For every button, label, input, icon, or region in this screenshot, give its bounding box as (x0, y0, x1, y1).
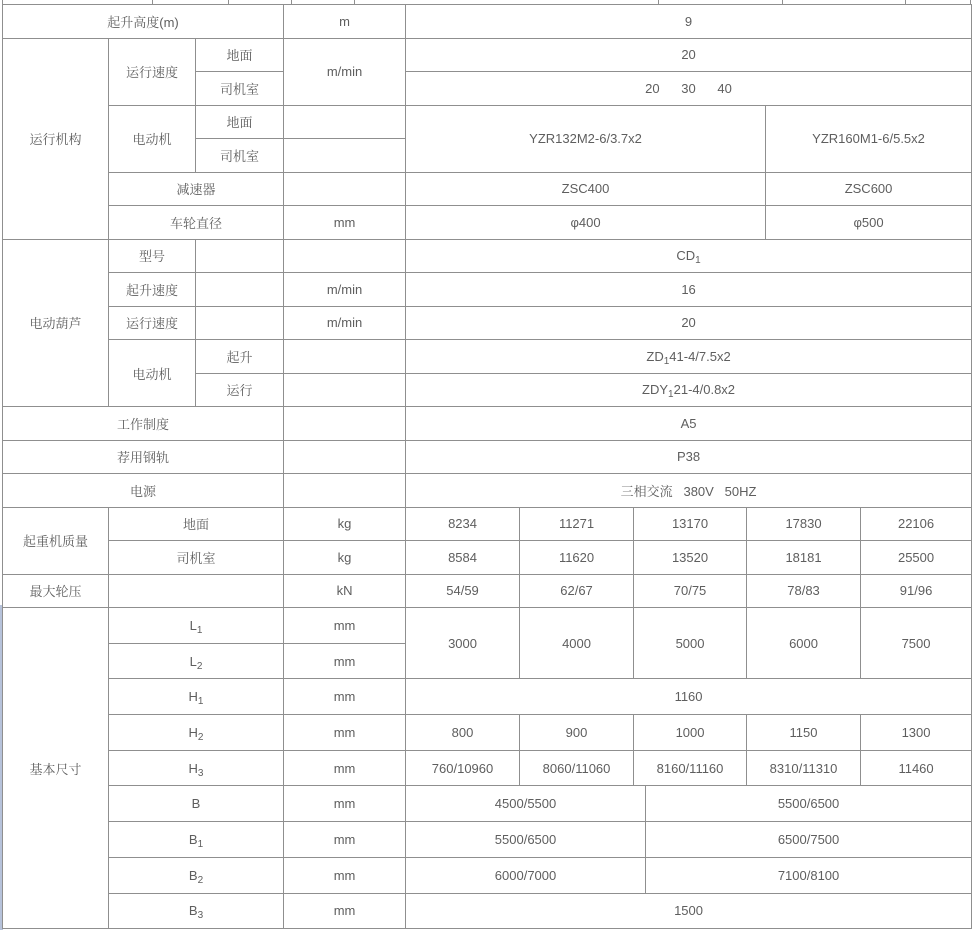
table-row (3, 273, 972, 307)
table-row (3, 306, 972, 340)
table-row (3, 608, 972, 644)
empty-cell (284, 440, 406, 474)
dimension-H3-value: 8160/11160 (634, 750, 747, 786)
wheel-diameter-value-right: φ500 (766, 206, 972, 240)
empty-cell (284, 172, 406, 206)
dimension-unit: mm (284, 679, 406, 715)
dimension-L2-label (109, 643, 284, 679)
hoist-motor-lift-value-subscript: 1 (663, 355, 670, 367)
dimension-H2-value: 800 (406, 715, 520, 751)
dimension-label-base: L (189, 617, 197, 633)
crane-mass-cab-value: 25500 (861, 541, 972, 575)
table-row (3, 857, 972, 893)
dimension-label-subscript: 3 (197, 767, 204, 779)
wheel-diameter-value-left: φ400 (406, 206, 766, 240)
max-wheel-load-value: 78/83 (747, 574, 861, 608)
hoisting-height-unit: m (284, 5, 406, 39)
crane-mass-ground-unit: kg (284, 507, 406, 541)
dimension-label-base: H (188, 760, 198, 776)
table-row (3, 407, 972, 441)
table-row (3, 507, 972, 541)
wheel-diameter-label: 车轮直径 (109, 206, 284, 240)
dimension-label-subscript: 2 (197, 731, 204, 743)
max-wheel-load-unit: kN (284, 574, 406, 608)
empty-cell (196, 306, 284, 340)
hoist-motor-lift-value-base: ZD (646, 348, 664, 364)
power-supply-label: 电源 (3, 474, 284, 508)
dimension-B2-label (109, 857, 284, 893)
dimension-L-value: 3000 (406, 608, 520, 679)
table-row (3, 679, 972, 715)
crane-mass-cab-label: 司机室 (109, 541, 284, 575)
hoisting-height-value: 9 (406, 5, 972, 39)
travel-motor-value-left: YZR132M2-6/3.7x2 (406, 105, 766, 172)
wheel-diameter-unit: mm (284, 206, 406, 240)
travel-motor-ground-label: 地面 (196, 105, 284, 139)
hoist-motor-lift-value-rest: 41-4/7.5x2 (669, 348, 731, 364)
crane-mass-cab-value: 8584 (406, 541, 520, 575)
max-wheel-load-value: 62/67 (520, 574, 634, 608)
dimension-H3-value: 760/10960 (406, 750, 520, 786)
hoist-travel-speed-value: 20 (406, 306, 972, 340)
dimension-H2-value: 900 (520, 715, 634, 751)
table-row (3, 474, 972, 508)
travel-speed-unit: m/min (284, 38, 406, 105)
table-row (3, 786, 972, 822)
dimension-B2-value-left: 6000/7000 (406, 857, 646, 893)
dimension-B3-label (109, 893, 284, 929)
empty-cell (284, 105, 406, 139)
table-row (3, 893, 972, 929)
crane-mass-ground-label: 地面 (109, 507, 284, 541)
hoist-motor-lift-label: 起升 (196, 340, 284, 374)
table-row (3, 105, 972, 139)
hoist-travel-speed-unit: m/min (284, 306, 406, 340)
dimension-L-value: 4000 (520, 608, 634, 679)
dimension-L-value: 6000 (747, 608, 861, 679)
dimension-H2-label (109, 715, 284, 751)
crane-mass-cab-value: 18181 (747, 541, 861, 575)
hoist-motor-travel-value-subscript: 1 (668, 389, 674, 401)
dimension-unit: mm (284, 608, 406, 644)
hoist-model-value-subscript: 1 (695, 255, 701, 267)
dimension-B1-label (109, 822, 284, 858)
travel-speed-label: 运行速度 (109, 38, 196, 105)
dimension-label-base: B (188, 903, 198, 919)
reducer-value-right: ZSC600 (766, 172, 972, 206)
dimension-H1-value: 1160 (406, 679, 972, 715)
table-row (3, 239, 972, 273)
empty-cell (109, 574, 284, 608)
crane-mass-ground-value: 11271 (520, 507, 634, 541)
dimension-unit: mm (284, 750, 406, 786)
dimension-label-subscript: 2 (197, 874, 204, 886)
dimension-unit: mm (284, 715, 406, 751)
max-wheel-load-value: 54/59 (406, 574, 520, 608)
dimension-label-base: H (188, 724, 198, 740)
dimension-B-value-left: 4500/5500 (406, 786, 646, 822)
empty-cell (196, 239, 284, 273)
work-duty-label: 工作制度 (3, 407, 284, 441)
table-row (3, 340, 972, 374)
crane-mass-cab-unit: kg (284, 541, 406, 575)
travel-mechanism-label: 运行机构 (3, 38, 109, 239)
dimension-label-base: H (188, 689, 198, 705)
table-row (3, 38, 972, 72)
table-row (3, 750, 972, 786)
table-row (3, 574, 972, 608)
empty-cell (196, 273, 284, 307)
table-row (3, 206, 972, 240)
recommended-rail-label: 荐用钢轨 (3, 440, 284, 474)
dimension-H2-value: 1150 (747, 715, 861, 751)
hoist-motor-lift-value (406, 340, 972, 374)
crane-mass-label: 起重机质量 (3, 507, 109, 574)
dimension-label-subscript: 1 (196, 624, 203, 636)
hoist-lifting-speed-unit: m/min (284, 273, 406, 307)
dimension-label-subscript: 2 (196, 660, 203, 672)
dimension-unit: mm (284, 643, 406, 679)
hoist-travel-speed-label: 运行速度 (109, 306, 196, 340)
crane-mass-ground-value: 17830 (747, 507, 861, 541)
dimension-unit: mm (284, 857, 406, 893)
travel-speed-ground-value: 20 (406, 38, 972, 72)
dimension-B2-value-right: 7100/8100 (646, 857, 972, 893)
electric-hoist-label: 电动葫芦 (3, 239, 109, 407)
reducer-value-left: ZSC400 (406, 172, 766, 206)
hoisting-height-label: 起升高度(m) (3, 5, 284, 39)
crane-spec-table (2, 4, 972, 929)
dimension-H3-label (109, 750, 284, 786)
max-wheel-load-value: 70/75 (634, 574, 747, 608)
reducer-label: 减速器 (109, 172, 284, 206)
dimension-label-subscript: 1 (197, 696, 204, 708)
travel-speed-cab-label: 司机室 (196, 72, 284, 106)
crane-mass-ground-value: 8234 (406, 507, 520, 541)
dimension-label-subscript: 3 (197, 910, 204, 922)
travel-speed-ground-label: 地面 (196, 38, 284, 72)
dimension-B1-value-right: 6500/7500 (646, 822, 972, 858)
hoist-motor-label: 电动机 (109, 340, 196, 407)
empty-cell (284, 407, 406, 441)
dimension-label-base: B (188, 867, 198, 883)
hoist-lifting-speed-value: 16 (406, 273, 972, 307)
table-row (3, 172, 972, 206)
hoist-model-value-base: CD (676, 248, 696, 264)
dimension-label-subscript: 1 (197, 838, 204, 850)
empty-cell (284, 373, 406, 407)
dimension-B-value-right: 5500/6500 (646, 786, 972, 822)
power-supply-value: 三相交流 380V 50HZ (406, 474, 972, 508)
recommended-rail-value: P38 (406, 440, 972, 474)
dimension-B-label (109, 786, 284, 822)
work-duty-value: A5 (406, 407, 972, 441)
dimension-label-base: B (188, 831, 198, 847)
crane-mass-ground-value: 22106 (861, 507, 972, 541)
table-row (3, 440, 972, 474)
hoist-motor-travel-label: 运行 (196, 373, 284, 407)
hoist-motor-travel-value-rest: 21-4/0.8x2 (673, 382, 736, 398)
dimension-unit: mm (284, 893, 406, 929)
dimension-unit: mm (284, 822, 406, 858)
dimension-H3-value: 8060/11060 (520, 750, 634, 786)
dimension-L-value: 7500 (861, 608, 972, 679)
travel-motor-value-right: YZR160M1-6/5.5x2 (766, 105, 972, 172)
table-row (3, 715, 972, 751)
empty-cell (284, 239, 406, 273)
table-row (3, 822, 972, 858)
crane-mass-cab-value: 13520 (634, 541, 747, 575)
travel-motor-cab-label: 司机室 (196, 139, 284, 173)
table-row (3, 541, 972, 575)
hoist-model-value (406, 239, 972, 273)
dimension-B1-value-left: 5500/6500 (406, 822, 646, 858)
travel-speed-cab-value: 20 30 40 (406, 72, 972, 106)
empty-cell (284, 474, 406, 508)
dimension-unit: mm (284, 786, 406, 822)
hoist-motor-travel-value-base: ZDY (642, 382, 669, 398)
travel-motor-label: 电动机 (109, 105, 196, 172)
table-row (3, 5, 972, 39)
empty-cell (284, 139, 406, 173)
hoist-motor-travel-value (406, 373, 972, 407)
dimension-label-base: L (189, 653, 197, 669)
empty-cell (284, 340, 406, 374)
dimension-H3-value: 8310/11310 (747, 750, 861, 786)
dimension-B3-value: 1500 (406, 893, 972, 929)
dimension-H2-value: 1000 (634, 715, 747, 751)
hoist-lifting-speed-label: 起升速度 (109, 273, 196, 307)
dimension-H2-value: 1300 (861, 715, 972, 751)
max-wheel-load-value: 91/96 (861, 574, 972, 608)
dimension-L-value: 5000 (634, 608, 747, 679)
dimensions-label: 基本尺寸 (3, 608, 109, 929)
crane-mass-ground-value: 13170 (634, 507, 747, 541)
crane-mass-cab-value: 11620 (520, 541, 634, 575)
dimension-label-base: B (191, 796, 201, 812)
dimension-H1-label (109, 679, 284, 715)
hoist-model-label: 型号 (109, 239, 196, 273)
dimension-H3-value: 11460 (861, 750, 972, 786)
max-wheel-load-label: 最大轮压 (3, 574, 109, 608)
dimension-L1-label (109, 608, 284, 644)
